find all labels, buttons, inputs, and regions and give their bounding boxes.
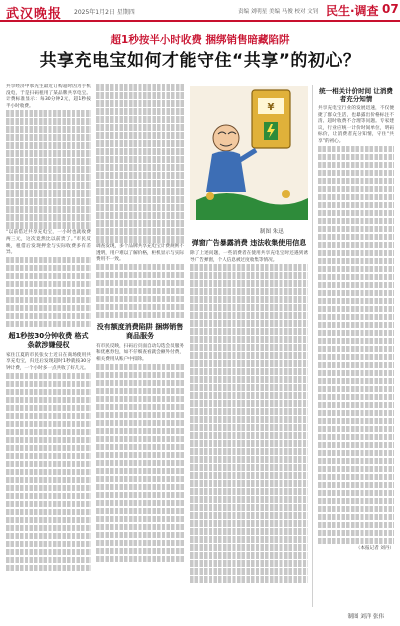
text-lines — [190, 264, 308, 584]
paragraph: “以前借过共享充电宝，一小时也就收费两三元，这次竟然比以前贵了。”市民反映，租借后发现押金与实际收费多有差异。 — [6, 230, 91, 256]
article-byline: （本报记者 刘丹） — [355, 545, 394, 551]
subheading: 没有额度消费陷阱 捆绑销售商品服务 — [96, 322, 184, 340]
subheading: 弹窗广告暴露消费 违法收集使用信息 — [191, 239, 307, 247]
text-lines — [6, 373, 91, 573]
lead-paragraph: 共享经济中承先生最近订购超时因为手机没电，于是扫码租用了某品牌共享电宝。计费标准显示：每30分钟2元，超1秒按半小时收费。 — [6, 84, 91, 109]
paragraph: 除了上述问题，一些消费者在使用共享充电宝时还遇到诱导广告弹窗，个人信息被过度收集等情况。 — [190, 251, 308, 263]
paragraph: 有市民反映，扫码后页面自动勾选会员服务和优惠券包，如不仔细查看就会额外付费，相关费用从账户中扣除。 — [96, 343, 184, 362]
column-divider — [312, 85, 313, 607]
paragraph: 调查发现，多个品牌共享充电宝计费规则不透明，用户难以了解价格，柜机显示与实际费用不一致。 — [96, 244, 184, 263]
footer-credit: 制图 刘洋 张伟 — [347, 614, 384, 620]
text-lines — [96, 264, 184, 320]
article-title: 共享充电宝如何才能守住“共享”的初心？ — [39, 51, 361, 71]
cartoon-illustration — [188, 82, 312, 224]
subheading: 统一相关计价时间 让消费者充分知情 — [319, 87, 393, 103]
column-4 — [318, 84, 394, 608]
article-subtitle: 超1秒按半小时收费 捆绑销售暗藏陷阱 — [110, 34, 290, 46]
newspaper-logo: 武汉晚报 — [6, 7, 63, 22]
text-lines — [6, 257, 91, 329]
text-lines — [96, 364, 184, 564]
column-1 — [6, 84, 91, 608]
text-lines — [6, 110, 91, 230]
page-header — [0, 0, 400, 22]
editor-credits: 责编 刘明星 美编 马俊 校对 文钊 — [238, 9, 319, 15]
subheading: 超1秒按30分钟收费 格式条款涉嫌侵权 — [8, 331, 89, 349]
column-3 — [190, 236, 308, 608]
section-name: 民生·调查 — [326, 4, 379, 18]
column-2 — [96, 84, 184, 608]
text-lines — [96, 84, 184, 244]
text-lines — [318, 146, 394, 546]
paragraph: 家住江夏的市民张女士近日在商场使用共享充电宝，归还后发现超时1秒就按30分钟计费，一个小时多一点共收了好几元。 — [6, 352, 91, 371]
page-number: 07 — [382, 2, 399, 16]
illustration-caption: 制图 朱迅 — [260, 229, 284, 235]
svg-text:¥: ¥ — [267, 102, 275, 113]
paragraph: 共享充电宝行业的发展迅速，不仅便捷了群众生活，也暴露出价格标注不清、超时收费不合理等问题。专家建议，行业应统一计价时间单位，明码标价，让消费者充分知情，守住“共享”的初心。 — [318, 106, 394, 144]
issue-date: 2025年1月2日 星期四 — [74, 9, 135, 16]
